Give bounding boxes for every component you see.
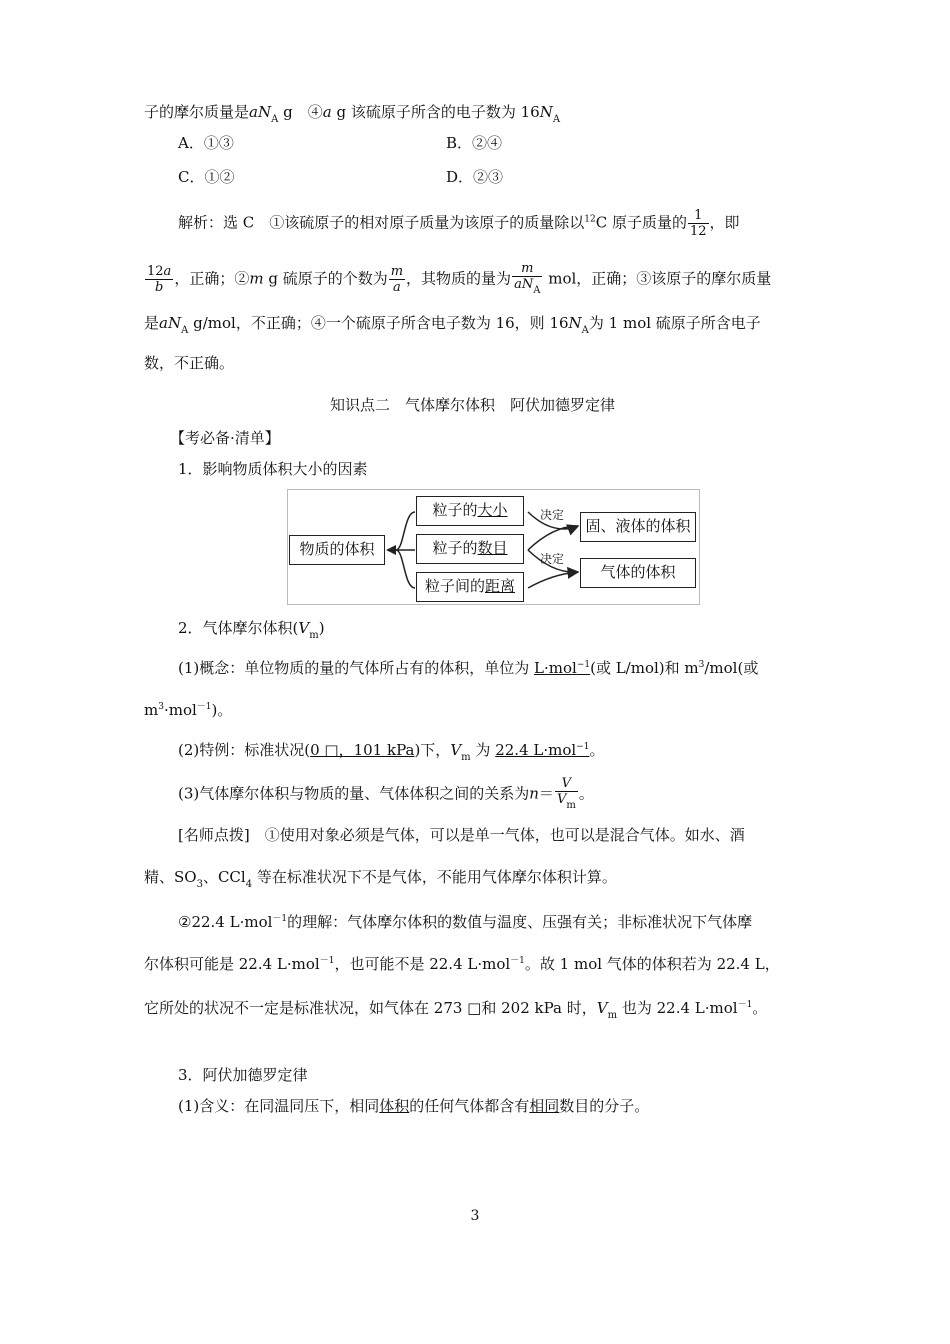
s2-concept-line-2: $m^3\cdot mol^{-1}$)。 (144, 701, 233, 719)
text: 为 (475, 741, 491, 759)
fraction: $\frac{1}{12}$ (689, 208, 707, 239)
text: g/mol，不正确；④一个硫原子所含电子数为 16，则 16 (193, 314, 569, 332)
page-number: 3 (470, 1208, 480, 1224)
text: 解析：选 C ①该硫原子的相对原子质量为该原子的质量除以 (178, 213, 585, 232)
diagram-decide-label-2: 决定 (540, 552, 565, 566)
text: 相同 (529, 1097, 560, 1115)
fraction: $\frac{12a}{b}$ (147, 264, 172, 295)
text: 数目 (477, 539, 508, 557)
text: ②22.4 L·mol (178, 913, 273, 931)
text: mol，正确；③该原子的摩尔质量 (548, 269, 772, 288)
text: (1)含义：在同温同压下，相同 (178, 1097, 380, 1115)
text: 距离 (485, 577, 516, 595)
diagram-left-box: 物质的体积 (289, 535, 385, 565)
text: 等在标准状况下不是气体，不能用气体摩尔体积计算。 (256, 868, 617, 886)
text: 。故 1 mol 气体的体积若为 22.4 L， (524, 955, 780, 973)
diagram-particle-count-box (416, 534, 524, 564)
text: 。 (578, 784, 594, 803)
text: g 该硫原子所含的电子数为 16 (336, 103, 540, 121)
text: 0 □，101 kPa (310, 741, 415, 759)
s1-title: 1．影响物质体积大小的因素 (178, 460, 368, 478)
text: g ④ (283, 103, 323, 121)
text: ，正确；② (174, 269, 250, 288)
s2-title: 2．气体摩尔体积$(V_m)$ (178, 619, 325, 641)
diagram-particle-distance-box (416, 572, 524, 602)
tips-line-5: 它所处的状况不一定是标准状况，如气体在 273 □和 202 kPa 时，$V_m$ 也为 22.4 L·mol$^{-1}$。 (144, 999, 768, 1021)
tips-line-1: [名师点拨] ①使用对象必须是气体，可以是单一气体，也可以是混合气体。如水、酒 (178, 826, 745, 844)
text: 是 (144, 314, 160, 332)
option-c: C．①② (178, 168, 235, 186)
text: 粒子的 (432, 539, 478, 557)
text: 粒子的 (432, 501, 478, 519)
s3-title: 3．阿伏加德罗定律 (178, 1066, 308, 1084)
text: 22.4 L·mol (495, 741, 577, 759)
text: 2．气体摩尔体积( (178, 619, 299, 637)
diagram-gas-box: 气体的体积 (580, 558, 696, 588)
option-a: A．①③ (178, 134, 234, 152)
volume-factors-diagram (287, 489, 700, 605)
text: ) (318, 619, 325, 637)
text: 、CCl (202, 868, 246, 886)
option-b: B．②④ (446, 134, 503, 152)
text: 体积 (379, 1097, 410, 1115)
s2-relation: (3)气体摩尔体积与物质的量、气体体积之间的关系为n＝ $\frac{V}{V_m}$ 。 (178, 776, 594, 811)
s3-meaning (178, 1095, 649, 1117)
text: ，其物质的量为 (406, 269, 512, 288)
text: 精、SO (144, 868, 197, 886)
text: 的任何气体都含有 (409, 1097, 530, 1115)
text: C 原子质量的 (595, 213, 687, 232)
text: (2)特例：标准状况( (178, 741, 311, 759)
text: 数目的分子。 (559, 1097, 650, 1115)
section-title: 知识点二 气体摩尔体积 阿伏加德罗定律 (330, 396, 616, 414)
text: 的理解：气体摩尔体积的数值与温度、压强有关；非标准状况下气体摩 (287, 913, 753, 931)
text: ·mol (163, 701, 197, 719)
diagram-solid-liquid-box: 固、液体的体积 (580, 512, 696, 542)
text: /mol(或 (704, 659, 759, 677)
text: 。 (589, 741, 605, 759)
text: L·mol (534, 659, 577, 677)
text: 大小 (477, 501, 508, 519)
text: 子的摩尔质量是 (144, 103, 250, 121)
diagram-particle-size-box (416, 496, 524, 526)
text: 它所处的状况不一定是标准状况，如气体在 273 □和 202 kPa 时， (144, 999, 597, 1017)
text: )。 (211, 701, 233, 719)
tips-line-2: 精、$SO_3$、CCl$_4$ 等在标准状况下不是气体，不能用气体摩尔体积计算。 (144, 868, 617, 890)
s2-concept-line-1: (1)概念：单位物质的量的气体所占有的体积，单位为 L·mol$^{-1}$(或 L/mol)和 $m^3/mol$(或 (178, 659, 759, 677)
text: ，即 (709, 213, 740, 232)
tips-line-4: 尔体积可能是 22.4 L·mol$^{-1}$，也可能不是 22.4 L·mol$^{-1}$。故 1 mol 气体的体积若为 22.4 L， (144, 955, 780, 973)
fraction: $\frac{m}{a}$ (390, 264, 404, 295)
top-line: 子的摩尔质量是$aN_A$ g ④a g 该硫原子所含的电子数为 $16N_A$ (144, 103, 561, 125)
fraction: $\frac{m}{aN_A}$ (514, 261, 541, 296)
checklist-heading: 【考必备·清单】 (170, 429, 280, 447)
text: 也为 22.4 L·mol (621, 999, 738, 1017)
text: 。 (752, 999, 768, 1017)
tips-line-3: ②22.4 L·mol$^{-1}$的理解：气体摩尔体积的数值与温度、压强有关；非标准状况下气体摩 (178, 913, 753, 931)
text: 尔体积可能是 22.4 L·mol (144, 955, 320, 973)
fraction: $\frac{V}{V_m}$ (556, 776, 576, 811)
text: 为 1 mol 硫原子所含电子 (588, 314, 761, 332)
analysis-line-2: $\frac{12a}{b}$ ，正确；②m g 硫原子的个数为 $\frac{m}{a}$ ，其物质的量为 $\frac{m}{aN_A}$ mol，正确；③该原子的摩尔质量 (147, 261, 772, 296)
text: (3)气体摩尔体积与物质的量、气体体积之间的关系为 (178, 784, 530, 803)
text: g 硫原子的个数为 (268, 269, 388, 288)
s2-special-case: (2)特例：标准状况(0 □，101 kPa)下，$V_m$ 为 22.4 L·mol$^{-1}$。 (178, 741, 605, 763)
analysis-line-4: 数，不正确。 (144, 354, 235, 372)
text: (1)概念：单位物质的量的气体所占有的体积，单位为 (178, 659, 530, 677)
text: m (144, 701, 159, 719)
text: 粒子间的 (424, 577, 485, 595)
text: )下， (414, 741, 451, 759)
text: (或 L/mol)和 m (590, 659, 699, 677)
text: ，也可能不是 22.4 L·mol (334, 955, 511, 973)
analysis-line-1: 解析：选 C ①该硫原子的相对原子质量为该原子的质量除以$^{12}$C 原子质量的 $\frac{1}{12}$ ，即 (178, 208, 740, 239)
analysis-line-3: 是$aN_A$ g/mol，不正确；④一个硫原子所含电子数为 16，则 $16N_A$为 1 mol 硫原子所含电子 (144, 314, 761, 336)
diagram-decide-label-1: 决定 (540, 508, 565, 522)
option-d: D．②③ (446, 168, 504, 186)
